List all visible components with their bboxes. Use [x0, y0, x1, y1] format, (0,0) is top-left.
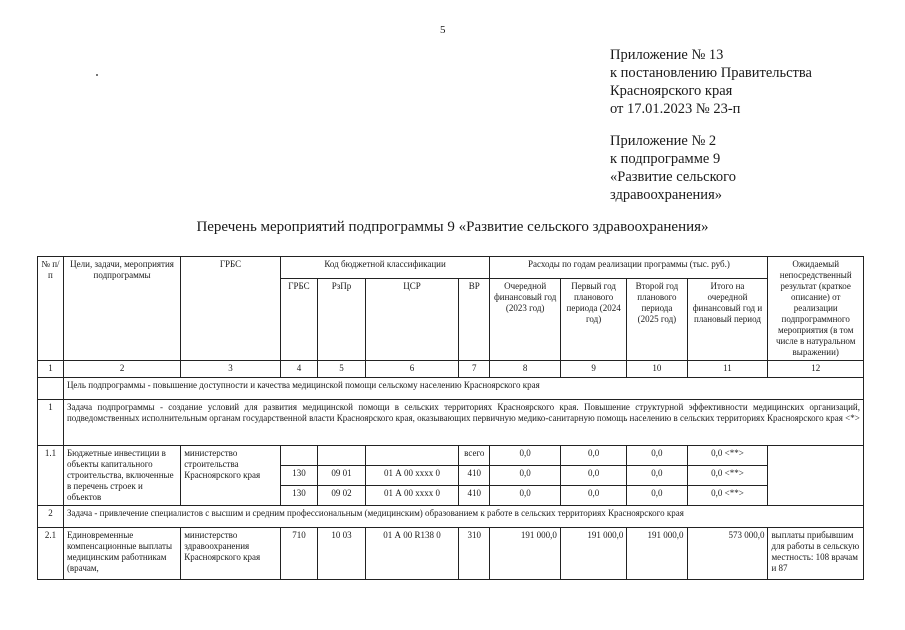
measures-table [37, 256, 864, 580]
amount-2024: 0,0 [560, 486, 626, 506]
column-number: 8 [490, 361, 561, 378]
annex-2-line: «Развитие сельского [610, 169, 736, 185]
header-row [38, 257, 864, 279]
task-2-text: Задача - привлечение специалистов с высшим и средним профессиональным (медицинским) образованием к работе в сельских территориях Красноярского края [63, 506, 863, 528]
kbk-grbs-cell: 710 [280, 528, 317, 580]
kbk-grbs-cell: 130 [280, 486, 317, 506]
kbk-grbs-cell: 130 [280, 466, 317, 486]
column-number: 4 [280, 361, 317, 378]
annex-13-line: Приложение № 13 [610, 47, 724, 63]
kbk-rzpr-cell: 10 03 [318, 528, 366, 580]
header-year-2024: Первый год планового периода (2024 год) [560, 279, 626, 361]
annex-2-header [610, 132, 736, 204]
goal-text: Цель подпрограммы - повышение доступности и качества медицинской помощи сельскому населению Красноярского края [63, 378, 863, 400]
column-number: 9 [560, 361, 626, 378]
kbk-rzpr-cell: 09 01 [318, 466, 366, 486]
amount-2025: 191 000,0 [627, 528, 687, 580]
kbk-csr-cell: 01 А 00 хххх 0 [365, 486, 458, 506]
item-2-1-num: 2.1 [38, 528, 64, 580]
item-1-1-grbs-name: министерство строительства Красноярского края [181, 446, 281, 506]
amount-2025: 0,0 [627, 486, 687, 506]
kbk-csr-cell: 01 А 00 R138 0 [365, 528, 458, 580]
amount-total: 0,0 <**> [687, 466, 768, 486]
kbk-vr-cell: 310 [459, 528, 490, 580]
header-total: Итого на очередной финансовый год и плановый период [687, 279, 768, 361]
annex-2-line: к подпрограмме 9 [610, 151, 721, 167]
kbk-vr-cell: всего [459, 446, 490, 466]
column-number: 5 [318, 361, 366, 378]
annex-13-line: от 17.01.2023 № 23-п [610, 101, 741, 117]
header-year-2025: Второй год планового периода (2025 год) [627, 279, 687, 361]
amount-2023: 191 000,0 [490, 528, 561, 580]
amount-total: 573 000,0 [687, 528, 768, 580]
kbk-vr-cell: 410 [459, 466, 490, 486]
annex-13-line: к постановлению Правительства [610, 65, 812, 81]
annex-2-line: Приложение № 2 [610, 133, 717, 149]
header-kbk-grbs: ГРБС [280, 279, 317, 361]
amount-2024: 0,0 [560, 466, 626, 486]
column-number: 2 [63, 361, 180, 378]
column-number: 12 [768, 361, 864, 378]
column-numbers-row [38, 361, 864, 378]
task-1-text: Задача подпрограммы - создание условий для развития медицинской помощи в сельских территориях Красноярского края. Повышение структурной эффективности медицинских организаций, подведомственных исполнительным органам государственной власти Красноярского края, оказывающих первичную медико-санитарную помощь населению в сельских территориях Красноярского края <*> [63, 400, 863, 446]
item-1-1-name: Бюджетные инвестиции в объекты капитального строительства, включенные в перечень строек и объектов [63, 446, 180, 506]
header-num: № п/п [38, 257, 64, 361]
header-result: Ожидаемый непосредственный результат (краткое описание) от реализации подпрограммного мероприятия (в том числе в натуральном выражении) [768, 257, 864, 361]
amount-2025: 0,0 [627, 446, 687, 466]
document-title: Перечень мероприятий подпрограммы 9 «Развитие сельского здравоохранения» [196, 219, 709, 235]
amount-total: 0,0 <**> [687, 486, 768, 506]
kbk-rzpr-cell: 09 02 [318, 486, 366, 506]
amount-2024: 191 000,0 [560, 528, 626, 580]
header-year-2023: Очередной финансовый год (2023 год) [490, 279, 561, 361]
kbk-vr-cell: 410 [459, 486, 490, 506]
item-1-1-num: 1.1 [38, 446, 64, 506]
item-2-1-row [38, 528, 864, 580]
task-2-row [38, 506, 864, 528]
amount-2023: 0,0 [490, 466, 561, 486]
item-2-1-result: выплаты прибывшим для работы в сельскую местность: 108 врачам и 87 [768, 528, 864, 580]
annex-13-line: Красноярского края [610, 83, 733, 99]
header-kbk-vr: ВР [459, 279, 490, 361]
column-number: 11 [687, 361, 768, 378]
header-kbk-rzpr: РзПр [318, 279, 366, 361]
amount-total: 0,0 <**> [687, 446, 768, 466]
task-1-row [38, 400, 864, 446]
task-1-num: 1 [38, 400, 64, 446]
goal-row [38, 378, 864, 400]
header-goals: Цели, задачи, мероприятия подпрограммы [63, 257, 180, 361]
annex-2-line: здравоохранения» [610, 187, 722, 203]
amount-2025: 0,0 [627, 466, 687, 486]
amount-2024: 0,0 [560, 446, 626, 466]
kbk-grbs-cell [280, 446, 317, 466]
task-2-num: 2 [38, 506, 64, 528]
item-1-1-result [768, 446, 864, 506]
column-number: 3 [181, 361, 281, 378]
amount-2023: 0,0 [490, 486, 561, 506]
header-kbk-csr: ЦСР [365, 279, 458, 361]
item-2-1-grbs-name: министерство здравоохранения Красноярского края [181, 528, 281, 580]
item-2-1-name: Единовременные компенсационные выплаты медицинским работникам (врачам, [63, 528, 180, 580]
page-number: 5 [440, 24, 446, 36]
column-number: 7 [459, 361, 490, 378]
scan-speck [96, 74, 98, 76]
column-number: 10 [627, 361, 687, 378]
annex-13-header [610, 46, 812, 118]
kbk-rzpr-cell [318, 446, 366, 466]
column-number: 6 [365, 361, 458, 378]
header-expenses: Расходы по годам реализации программы (тыс. руб.) [490, 257, 768, 279]
amount-2023: 0,0 [490, 446, 561, 466]
kbk-csr-cell: 01 А 00 хххх 0 [365, 466, 458, 486]
kbk-csr-cell [365, 446, 458, 466]
column-number: 1 [38, 361, 64, 378]
item-1-1-row [38, 446, 864, 466]
goal-num-cell [38, 378, 64, 400]
header-kbk: Код бюджетной классификации [280, 257, 490, 279]
header-grbs: ГРБС [181, 257, 281, 361]
